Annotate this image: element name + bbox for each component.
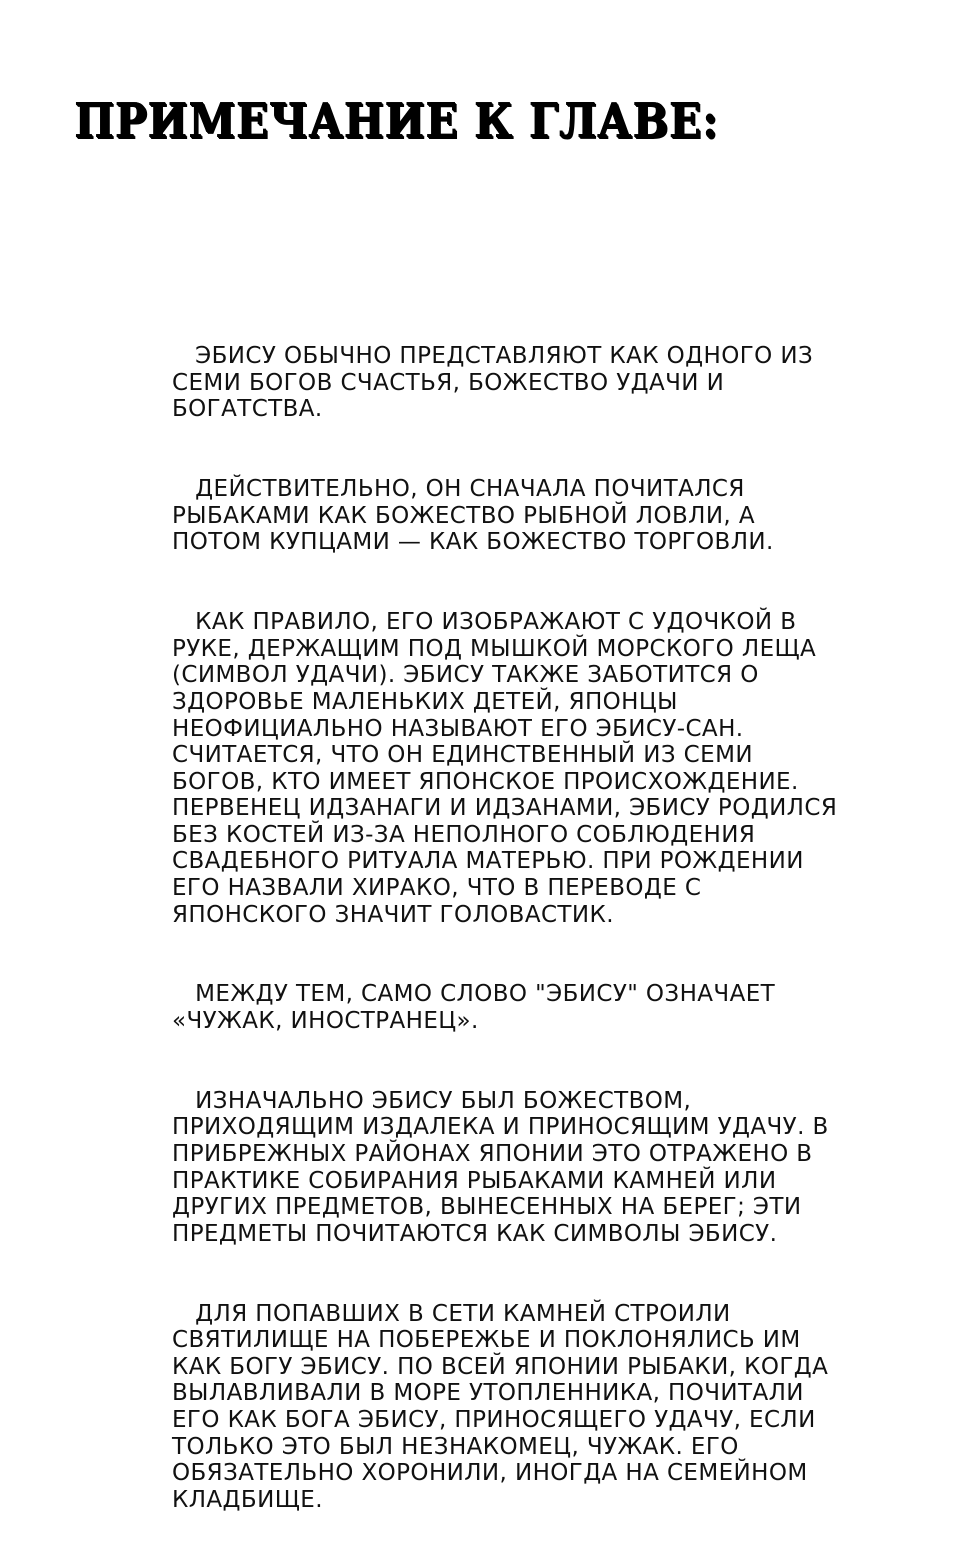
paragraph: ЭБИСУ ОБЫЧНО ПРЕДСТАВЛЯЮТ КАК ОДНОГО ИЗ СЕМИ БОГОВ СЧАСТЬЯ, БОЖЕСТВО УДАЧИ И БОГАТСТВА. bbox=[172, 343, 814, 423]
paragraph: МЕЖДУ ТЕМ, САМО СЛОВО "ЭБИСУ" ОЗНАЧАЕТ «ЧУЖАК, ИНОСТРАНЕЦ». bbox=[172, 981, 776, 1035]
paragraph: ИЗНАЧАЛЬНО ЭБИСУ БЫЛ БОЖЕСТВОМ, ПРИХОДЯЩИМ ИЗДАЛЕКА И ПРИНОСЯЩИМ УДАЧУ. В ПРИБРЕЖНЫХ РАЙОНАХ ЯПОНИИ ЭТО ОТРАЖЕНО В ПРАКТИКЕ СОБИРАНИЯ РЫБАКАМИ КАМНЕЙ ИЛИ ДРУГИХ ПРЕДМЕТОВ, ВЫНЕСЕННЫХ НА БЕРЕГ; ЭТИ ПРЕДМЕТЫ ПОЧИТАЮТСЯ КАК СИМВОЛЫ ЭБИСУ. bbox=[172, 1087, 829, 1247]
title-block bbox=[74, 88, 719, 154]
paragraph: ДЛЯ ПОПАВШИХ В СЕТИ КАМНЕЙ СТРОИЛИ СВЯТИЛИЩЕ НА ПОБЕРЕЖЬЕ И ПОКЛОНЯЛИСЬ ИМ КАК БОГУ ЭБИСУ. ПО ВСЕЙ ЯПОНИИ РЫБАКИ, КОГДА ВЫЛАВЛИВАЛИ В МОРЕ УТОПЛЕННИКА, ПОЧИТАЛИ ЕГО КАК БОГА ЭБИСУ, ПРИНОСЯЩЕГО УДАЧУ, ЕСЛИ ТОЛЬКО ЭТО БЫЛ НЕЗНАКОМЕЦ, ЧУЖАК. ЕГО ОБЯЗАТЕЛЬНО ХОРОНИЛИ, ИНОГДА НА СЕМЕЙНОМ КЛАДБИЩЕ. bbox=[172, 1300, 829, 1513]
page-title: ПРИМЕЧАНИЕ К ГЛАВЕ: bbox=[74, 93, 719, 149]
paragraph: ДЕЙСТВИТЕЛЬНО, ОН СНАЧАЛА ПОЧИТАЛСЯ РЫБАКАМИ КАК БОЖЕСТВО РЫБНОЙ ЛОВЛИ, А ПОТОМ КУПЦАМИ — КАК БОЖЕСТВО ТОРГОВЛИ. bbox=[172, 476, 774, 556]
paragraph: КАК ПРАВИЛО, ЕГО ИЗОБРАЖАЮТ С УДОЧКОЙ В РУКЕ, ДЕРЖАЩИМ ПОД МЫШКОЙ МОРСКОГО ЛЕЩА (СИМВОЛ УДАЧИ). ЭБИСУ ТАКЖЕ ЗАБОТИТСЯ О ЗДОРОВЬЕ МАЛЕНЬКИХ ДЕТЕЙ, ЯПОНЦЫ НЕОФИЦИАЛЬНО НАЗЫВАЮТ ЕГО ЭБИСУ-САН. СЧИТАЕТСЯ, ЧТО ОН ЕДИНСТВЕННЫЙ ИЗ СЕМИ БОГОВ, КТО ИМЕЕТ ЯПОНСКОЕ ПРОИСХОЖДЕНИЕ. ПЕРВЕНЕЦ ИДЗАНАГИ И ИДЗАНАМИ, ЭБИСУ РОДИЛСЯ БЕЗ КОСТЕЙ ИЗ-ЗА НЕПОЛНОГО СОБЛЮДЕНИЯ СВАДЕБНОГО РИТУАЛА МАТЕРЬЮ. ПРИ РОЖДЕНИИ ЕГО НАЗВАЛИ ХИРАКО, ЧТО В ПЕРЕВОДЕ С ЯПОНСКОГО ЗНАЧИТ ГОЛОВАСТИК. bbox=[172, 609, 838, 928]
note-body bbox=[172, 290, 872, 1567]
